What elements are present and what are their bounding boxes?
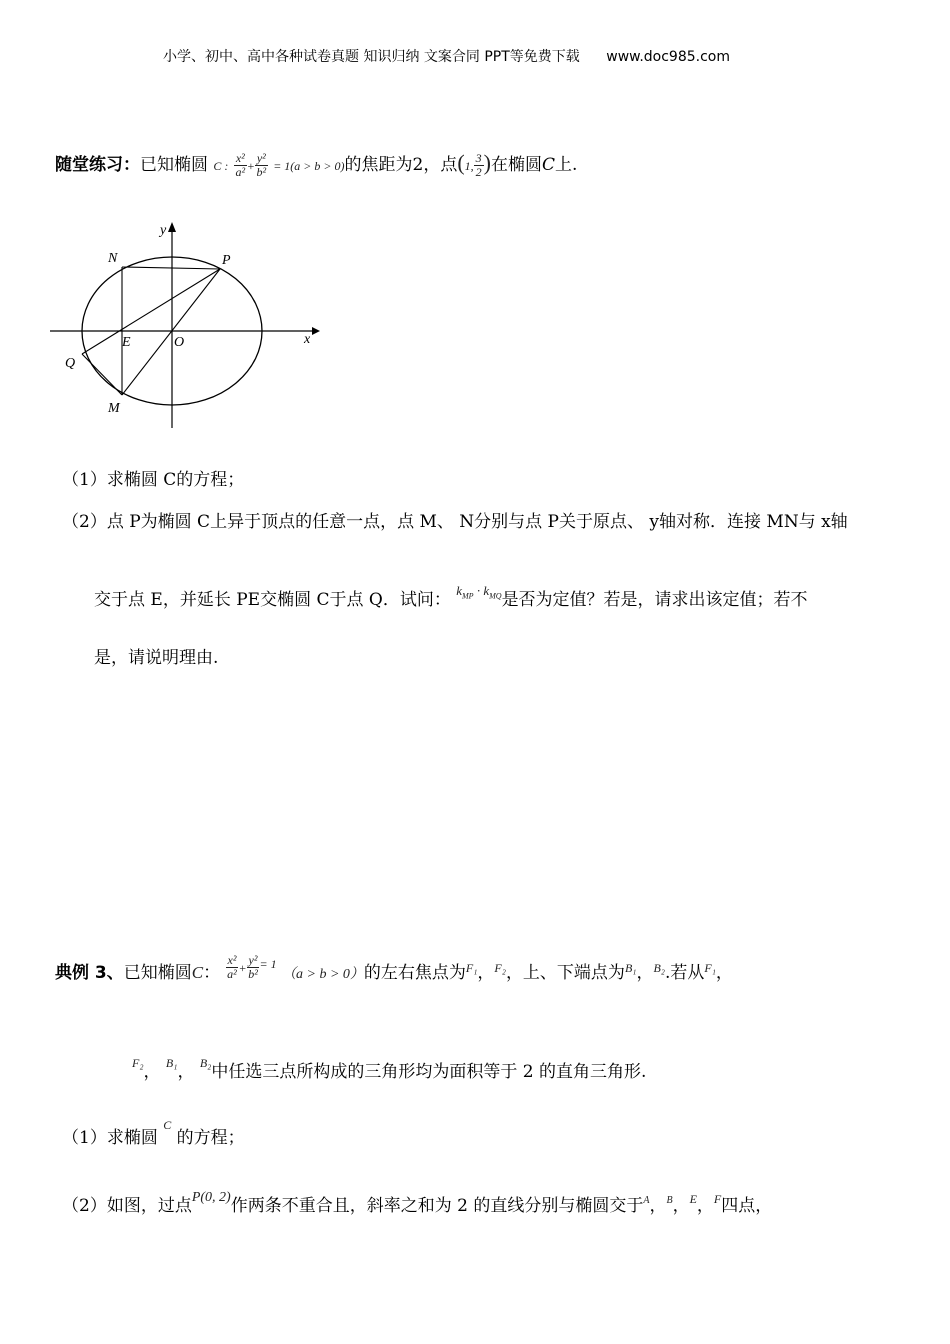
label-M: M — [108, 401, 120, 416]
example3-cond: （a > b > 0） — [282, 967, 364, 982]
example3-line2: $^{F_2}$， $^{B_1}$， $^{B_2}$中任选三点所构成的三角形均为面积等于 2 的直角三角形. — [132, 1056, 647, 1082]
segment-QM — [82, 354, 122, 395]
exercise-q2-line3: 是，请说明理由. — [94, 648, 219, 668]
example3-F1: F₁ — [465, 961, 478, 975]
exercise-C: C — [541, 155, 555, 175]
exercise-q2-line1: （2）点 P为椭圆 C上异于顶点的任意一点，点 M、 N分别与点 P关于原点、 y轴对称．连接 MN与 x轴 — [62, 512, 848, 532]
y-axis-arrow — [168, 222, 176, 232]
label-O: O — [174, 335, 185, 350]
exercise-statement: 随堂练习：已知椭圆 C : $\frac{\text{x²}}{\text{a²}}$ + $\frac{\text{y²}}{\text{b²}}$ = 1(a > b > 0)的焦距为2，点(1, $\frac{3}{2}$ )在椭圆C上. — [55, 150, 578, 179]
exercise-intro: 已知椭圆 — [140, 155, 208, 175]
example3-F2: F₂ — [494, 961, 506, 975]
example3-label: 典例 3、 — [55, 963, 124, 983]
exercise-point-frac: $\frac{3}{2}$ — [475, 151, 482, 179]
label-x: x — [304, 332, 311, 347]
label-y: y — [160, 223, 167, 238]
example3-q1: （1）求椭圆 $^C$ 的方程； — [62, 1118, 245, 1148]
exercise-q2-line2 — [94, 583, 808, 617]
exercise-eq-rhs: = 1(a > b > 0) — [273, 159, 345, 173]
exercise-focal-text: 的焦距为2，点 — [344, 155, 458, 175]
segment-NP — [122, 267, 220, 269]
example3-q2: （2）如图，过点$^{P(0, 2)}$作两条不重合且，斜率之和为 2 的直线分别与椭圆交于$^A$，$^B$，$^E$，$^F$四点， — [62, 1190, 773, 1216]
example3-point-P: P(0, 2) — [191, 1190, 231, 1205]
exercise-eq-plus: + — [246, 159, 255, 173]
exercise-on-ellipse: 在椭圆 — [490, 155, 542, 175]
exercise-end: 上. — [555, 155, 578, 175]
exercise-eq-y-frac: $\frac{\text{y²}}{\text{b²}}$ — [256, 151, 267, 179]
example3-C: C — [191, 963, 204, 982]
label-E: E — [122, 335, 131, 350]
segment-PQ — [82, 269, 220, 354]
example3-B2: B₂ — [653, 961, 665, 975]
example3-eq-x-frac: $\frac{\text{x²}}{\text{a²}}$ — [227, 953, 237, 981]
exercise-q2-line2-b: 是否为定值？若是，请求出该定值；若不 — [501, 590, 808, 610]
example3-eq-y-frac: $\frac{\text{y²}}{\text{b²}}$ — [248, 953, 258, 981]
x-axis-arrow — [312, 327, 320, 335]
exercise-point-x: 1, — [464, 159, 474, 173]
exercise-q2-line2-a: 交于点 E，并延长 PE交椭圆 C于点 Q．试问： — [94, 590, 451, 610]
exercise-eq-x-frac: $\frac{\text{x²}}{\text{a²}}$ — [235, 151, 246, 179]
example3-eq-rhs: = 1 — [259, 957, 277, 971]
label-Q: Q — [65, 356, 76, 371]
example3-intro: 已知椭圆 — [123, 963, 192, 983]
example3-B1: B₁ — [624, 961, 637, 975]
label-N: N — [108, 251, 118, 266]
exercise-q2-k-expr: kMP · kMQ — [456, 583, 502, 601]
exercise-q1: （1）求椭圆 C的方程； — [62, 470, 245, 490]
page-header — [163, 46, 730, 66]
header-text: 小学、初中、高中各种试卷真题 知识归纳 文案合同 PPT等免费下载 — [163, 49, 580, 65]
exercise-eq-lhs: C : — [213, 159, 229, 173]
ellipse-figure — [50, 218, 320, 430]
label-P: P — [222, 253, 231, 268]
example3-line2-tail: 中任选三点所构成的三角形均为面积等于 2 的直角三角形. — [211, 1062, 647, 1082]
header-url[interactable]: www.doc985.com — [606, 49, 730, 65]
exercise-label: 随堂练习： — [55, 155, 140, 175]
example3-statement: 典例 3、已知椭圆C： $\frac{\text{x²}}{\text{a²}}$ + $\frac{\text{y²}}{\text{b²}}$ $^{= 1}$ （a > b > 0）的左右焦点为$^{F_1}$，$^{F_2}$，上、下端点为$^{B_1}$，$^{B_2}$.若从$^{F_1}$， — [55, 953, 733, 983]
segment-PM — [122, 269, 220, 395]
